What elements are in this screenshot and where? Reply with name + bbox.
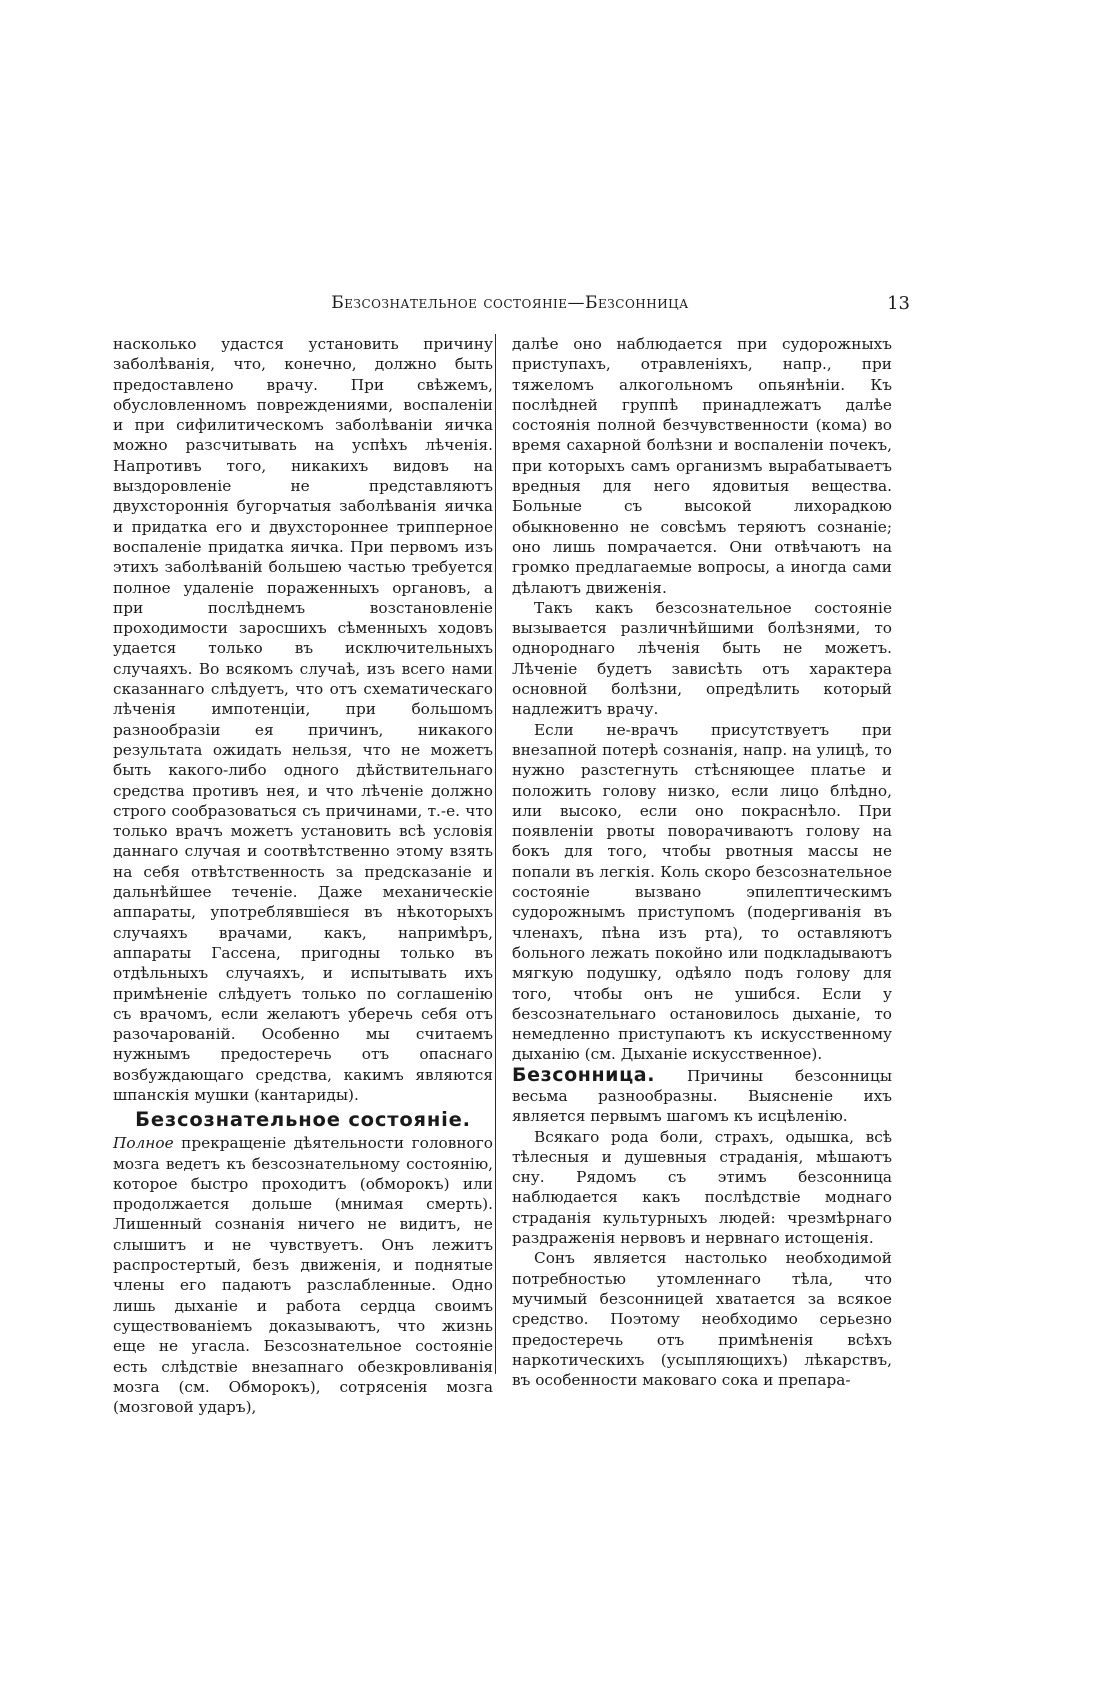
paragraph (512, 1065, 892, 1127)
column-divider (495, 334, 496, 1374)
paragraph (113, 1133, 493, 1417)
italic-lead: Полное (113, 1134, 174, 1153)
section-heading-unconsciousness: Безсознательное состояніе. (135, 1108, 471, 1132)
paragraph: Сонъ является настолько необходимой потребностью утомленнаго тѣла, что мучимый безсонницей хватается за всякое средство. Поэтому необходимо серьезно предостеречь отъ примѣненія всѣхъ наркотическихъ (усыпляющихъ) лѣкарствъ, въ особенности маковаго сока и препара- (512, 1249, 892, 1390)
paragraph: далѣе оно наблюдается при судорожныхъ приступахъ, отравленіяхъ, напр., при тяжеломъ алкогольномъ опьянѣніи. Къ послѣдней группѣ принадлежатъ далѣе состоянія полной безчувственности (кома) во время сахарной болѣзни и воспаленіи почекъ, при которыхъ самъ организмъ вырабатываетъ вредныя для него ядовитыя вещества. Больные съ высокой лихорадкою обыкновенно не совсѣмъ теряютъ сознаніе; оно лишь помрачается. Они отвѣчаютъ на громко предлагаемые вопросы, а иногда сами дѣлаютъ движенія. (512, 335, 892, 597)
paragraph-text: прекращеніе дѣятельности головного мозга ведетъ къ безсознательному состоянію, которое быстро проходитъ (обморокъ) или продолжается дольше (мнимая смерть). Лишенный сознанія ничего не видитъ, не слышитъ и не чувствуетъ. Онъ лежитъ распростертый, безъ движенія, и поднятые члены его падаютъ разслабленные. Одно лишь дыханіе и работа сердца своимъ существованіемъ доказываютъ, что жизнь еще не угасла. Безсознательное состояніе есть слѣдствіе внезапнаго обезкровливанія мозга (см. Обморокъ), сотрясенія мозга (мозговой ударъ), (113, 1134, 493, 1417)
paragraph: насколько удастся установить причину заболѣванія, что, конечно, должно быть предоставлено врачу. При свѣжемъ, обусловленномъ повреждениями, воспаленіи и при сифилитическомъ заболѣваніи яичка можно разсчитывать на успѣхъ лѣченія. Напротивъ того, никакихъ видовъ на выздоровленіе не представляютъ двухстороннія бугорчатыя заболѣванія яичка и придатка его и двухстороннее трипперное воспаленіе придатка яичка. При первомъ изъ этихъ заболѣваній большею частью требуется полное удаленіе пораженныхъ органовъ, а при послѣднемъ возстановленіе проходимости заросшихъ сѣменныхъ ходовъ удается только въ исключительныхъ случаяхъ. Во всякомъ случаѣ, изъ всего нами сказаннаго слѣдуетъ, что отъ схематическаго лѣченія импотенціи, при большомъ разнообразіи ея причинъ, никакого результата ожидать нельзя, что не можетъ быть какого-либо одного дѣйствительнаго средства противъ нея, и что лѣченіе должно строго сообразоваться съ причинами, т.-е. что только врачъ можетъ установить всѣ условія даннаго случая и соотвѣтственно этому взять на себя отвѣтственность за предсказаніе и дальнѣйшее теченіе. Даже механическіе аппараты, употреблявшіеся въ нѣкоторыхъ случаяхъ врачами, какъ, напримѣръ, аппараты Гассена, пригодны только въ отдѣльныхъ случаяхъ, и испытывать ихъ примѣненіе слѣдуетъ только по соглашенію съ врачомъ, если желаютъ уберечь себя отъ разочарованій. Особенно мы считаемъ нужнымъ предостеречь отъ опаснаго возбуждающаго средства, какимъ являются шпанскія мушки (кантариды). (113, 335, 493, 1104)
running-title: Безсознательное состояніе—Безсонница (331, 293, 689, 313)
section-heading-insomnia: Безсонница. (512, 1063, 656, 1086)
running-header (110, 293, 910, 323)
page-number: 13 (887, 293, 910, 314)
paragraph: Если не-врачъ присутствуетъ при внезапной потерѣ сознанія, напр. на улицѣ, то нужно разстегнуть стѣсняющее платье и положить голову низко, если лицо блѣдно, или высоко, если оно покраснѣло. При появленіи рвоты поворачиваютъ голову на бокъ для того, чтобы рвотныя массы не попали въ легкія. Коль скоро безсознательное состояніе вызвано эпилептическимъ судорожнымъ приступомъ (подергиванія въ членахъ, пѣна изъ рта), то оставляютъ больного лежать покойно или подкладываютъ мягкую подушку, одѣяло подъ голову для того, чтобы онъ не ушибся. Если у безсознательнаго остановилось дыханіе, то немедленно приступаютъ къ искусственному дыханію (см. Дыханіе искусственное). (512, 720, 892, 1064)
paragraph: Такъ какъ безсознательное состояніе вызывается различнѣйшими болѣзнями, то однороднаго лѣченія быть не можетъ. Лѣченіе будетъ зависѣть отъ характера основной болѣзни, опредѣлить который надлежитъ врачу. (512, 598, 892, 719)
paragraph: Всякаго рода боли, страхъ, одышка, всѣ тѣлесныя и душевныя страданія, мѣшаютъ сну. Рядомъ съ этимъ безсонница наблюдается какъ послѣдствіе моднаго страданія культурныхъ людей: чрезмѣрнаго раздраженія нервовъ и нервнаго истощенія. (512, 1127, 892, 1248)
right-column (512, 334, 892, 1390)
left-column (113, 334, 493, 1417)
paragraph-text: Причины безсонницы весьма разнообразны. Выясненіе ихъ является первымъ шагомъ къ исцѣленію. (512, 1066, 892, 1126)
